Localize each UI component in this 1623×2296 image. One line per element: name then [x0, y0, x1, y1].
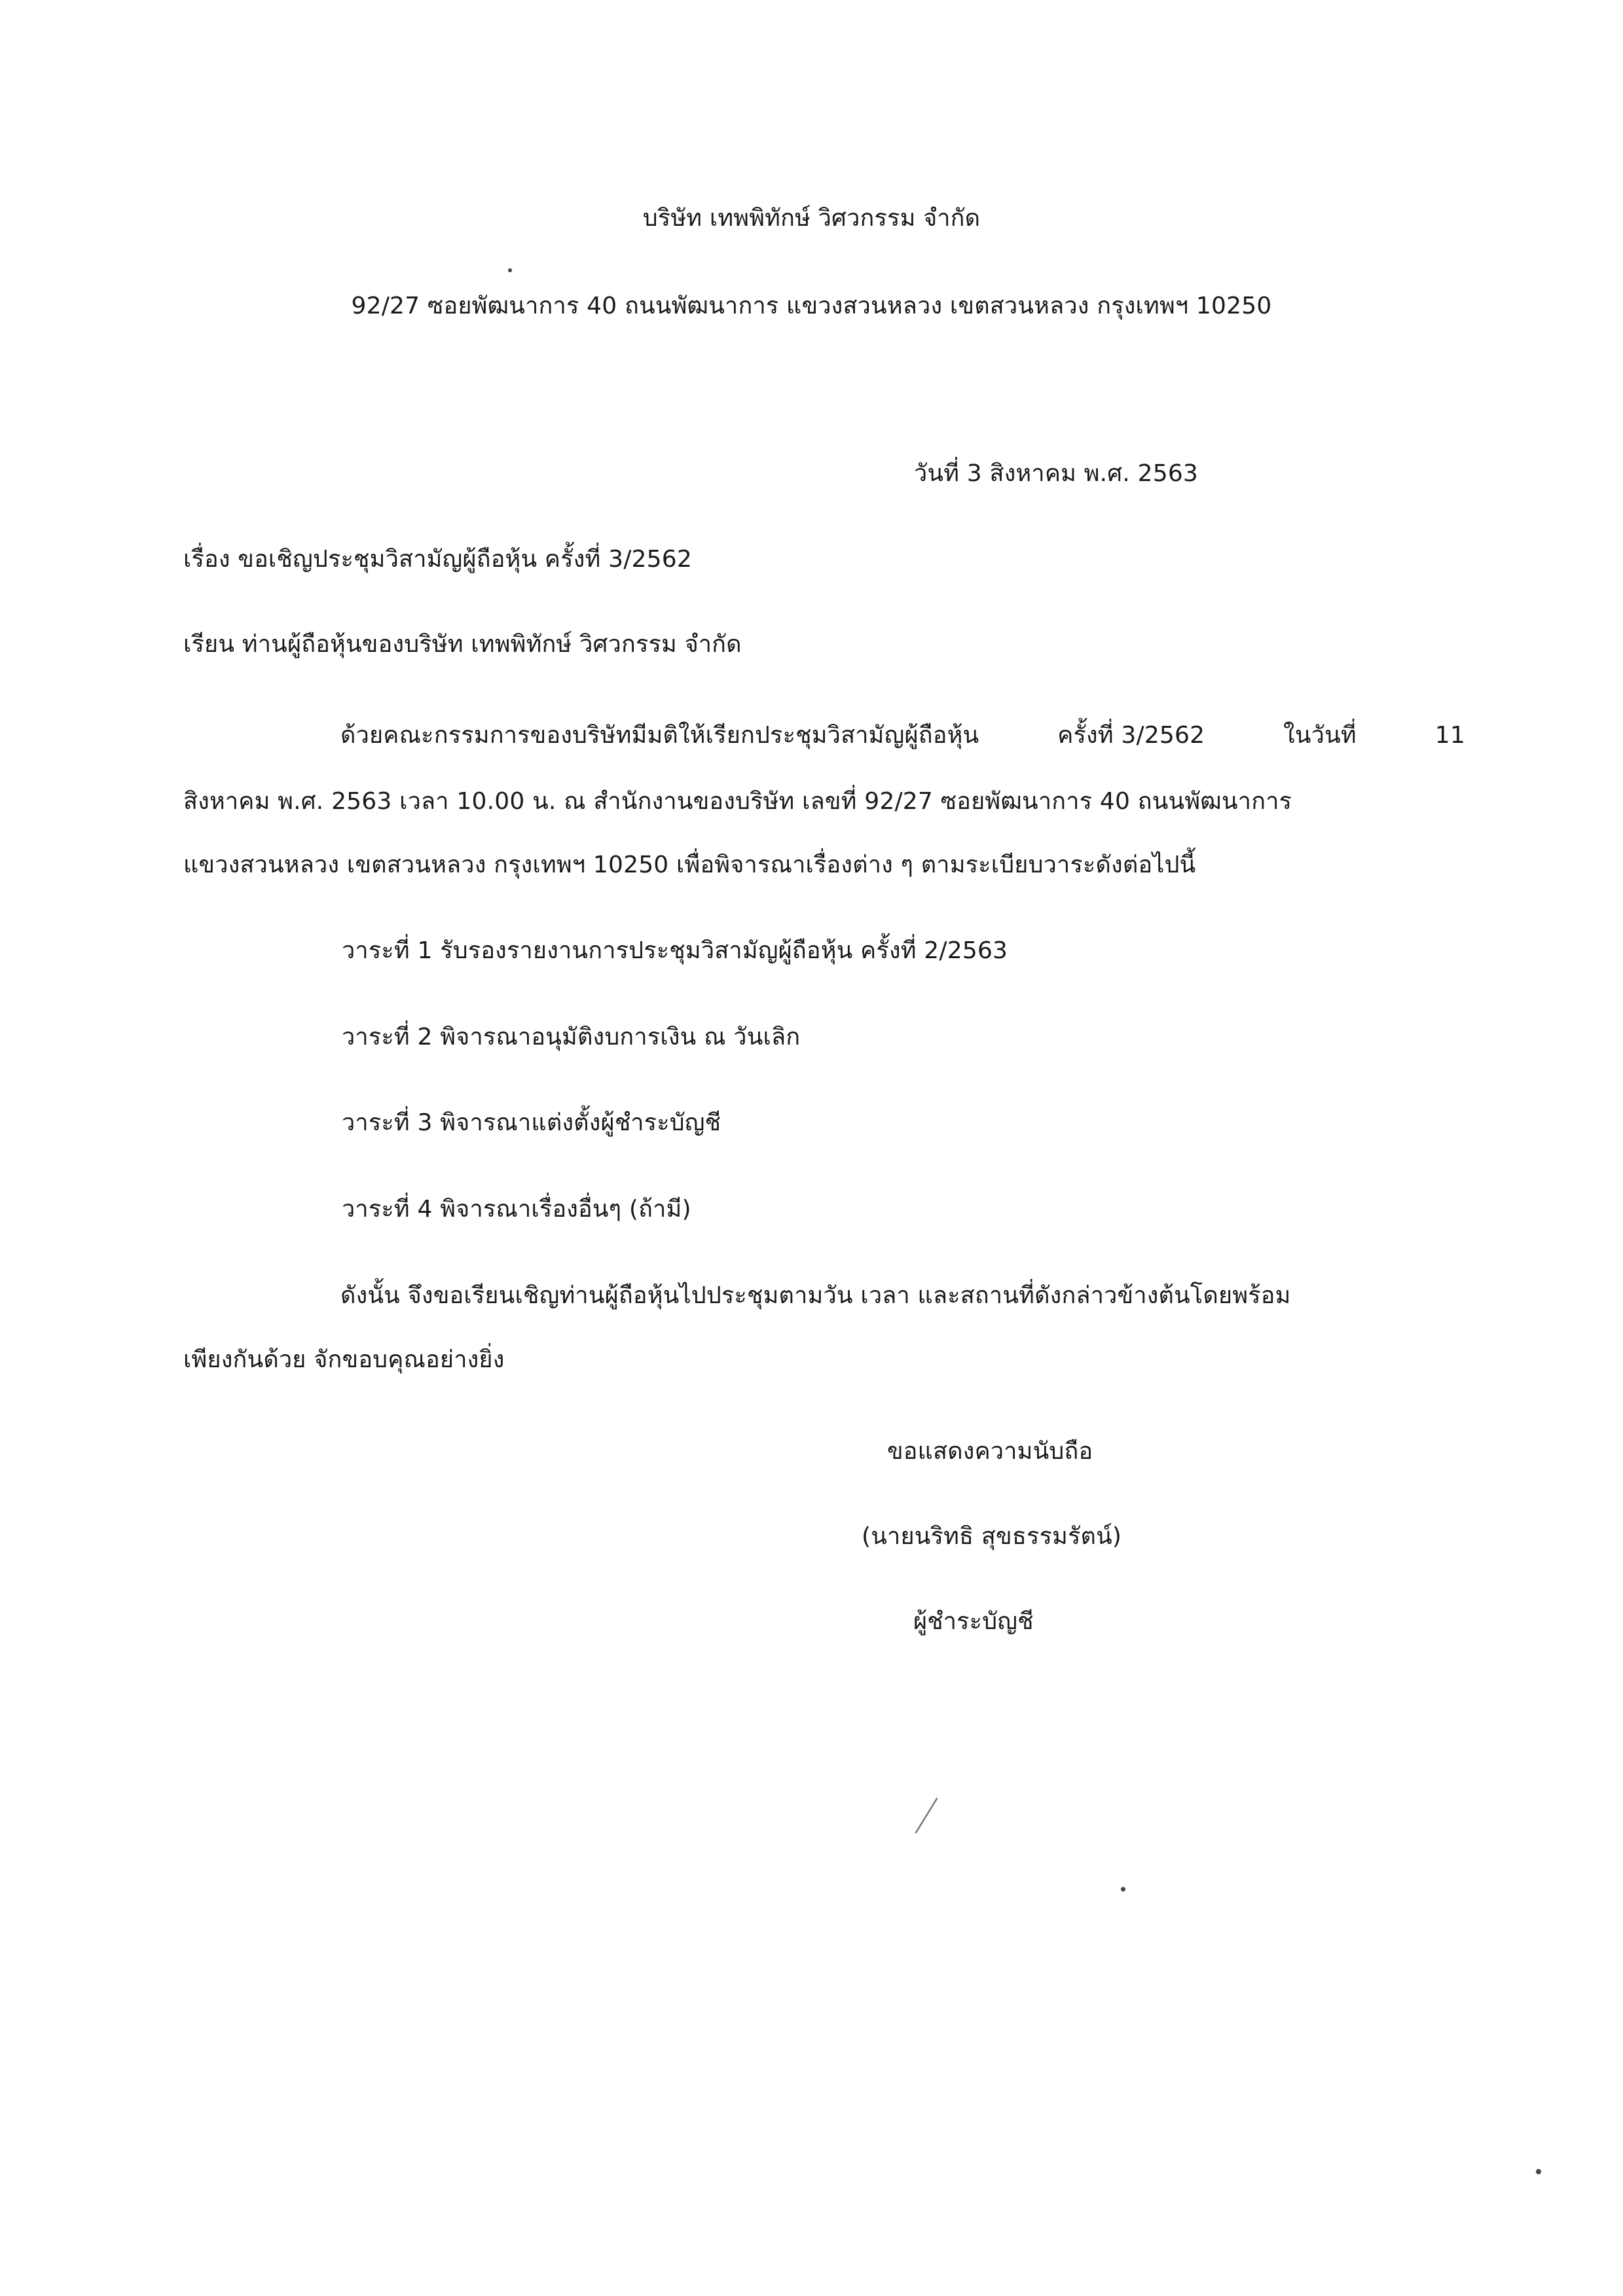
meeting-day-label: ในวันที่	[1283, 722, 1357, 749]
body-paragraph-2-line-2: เพียงกันด้วย จักขอบคุณอย่างยิ่ง	[183, 1346, 505, 1373]
meeting-number: ครั้งที่ 3/2562	[1057, 722, 1205, 749]
letter-salutation: เรียน ท่านผู้ถือหุ้นของบริษัท เทพพิทักษ์ วิศวกรรม จำกัด	[183, 631, 742, 658]
body-paragraph-1-line-1	[340, 721, 1465, 750]
agenda-item-2: วาระที่ 2 พิจารณาอนุมัติงบการเงิน ณ วันเลิก	[342, 1024, 801, 1050]
closing-regards: ขอแสดงความนับถือ	[887, 1438, 1093, 1465]
letter-subject: เรื่อง ขอเชิญประชุมวิสามัญผู้ถือหุ้น ครั้งที่ 3/2562	[183, 546, 692, 573]
agenda-item-3: วาระที่ 3 พิจารณาแต่งตั้งผู้ชำระบัญชี	[342, 1109, 721, 1136]
scan-speck	[1536, 2169, 1541, 2174]
body-paragraph-1-line-3: แขวงสวนหลวง เขตสวนหลวง กรุงเทพฯ 10250 เพื่อพิจารณาเรื่องต่าง ๆ ตามระเบียบวาระดังต่อไปนี้	[183, 852, 1196, 878]
letter-date: วันที่ 3 สิงหาคม พ.ศ. 2563	[914, 460, 1199, 487]
body-paragraph-2-line-1: ดังนั้น จึงขอเรียนเชิญท่านผู้ถือหุ้นไปประชุมตามวัน เวลา และสถานที่ดังกล่าวข้างต้นโดยพร้อม	[340, 1282, 1291, 1309]
scan-speck	[508, 268, 512, 272]
scan-speck	[1121, 1887, 1125, 1892]
agenda-item-4: วาระที่ 4 พิจารณาเรื่องอื่นๆ (ถ้ามี)	[342, 1196, 691, 1223]
signer-title: ผู้ชำระบัญชี	[913, 1608, 1034, 1635]
agenda-item-1: วาระที่ 1 รับรองรายงานการประชุมวิสามัญผู้ถือหุ้น ครั้งที่ 2/2563	[342, 937, 1008, 964]
meeting-day: 11	[1434, 722, 1465, 749]
body-paragraph-1-line-2: สิงหาคม พ.ศ. 2563 เวลา 10.00 น. ณ สำนักงานของบริษัท เลขที่ 92/27 ซอยพัฒนาการ 40 ถนนพัฒนาการ	[183, 788, 1292, 815]
signer-name: (นายนริทธิ สุขธรรมรัตน์)	[862, 1523, 1122, 1550]
company-address: 92/27 ซอยพัฒนาการ 40 ถนนพัฒนาการ แขวงสวนหลวง เขตสวนหลวง กรุงเทพฯ 10250	[351, 293, 1272, 319]
company-name: บริษัท เทพพิทักษ์ วิศวกรรม จำกัด	[642, 205, 981, 232]
body-text-segment: ด้วยคณะกรรมการของบริษัทมีมติให้เรียกประชุมวิสามัญผู้ถือหุ้น	[340, 722, 979, 749]
pen-stroke-mark	[913, 1796, 939, 1835]
